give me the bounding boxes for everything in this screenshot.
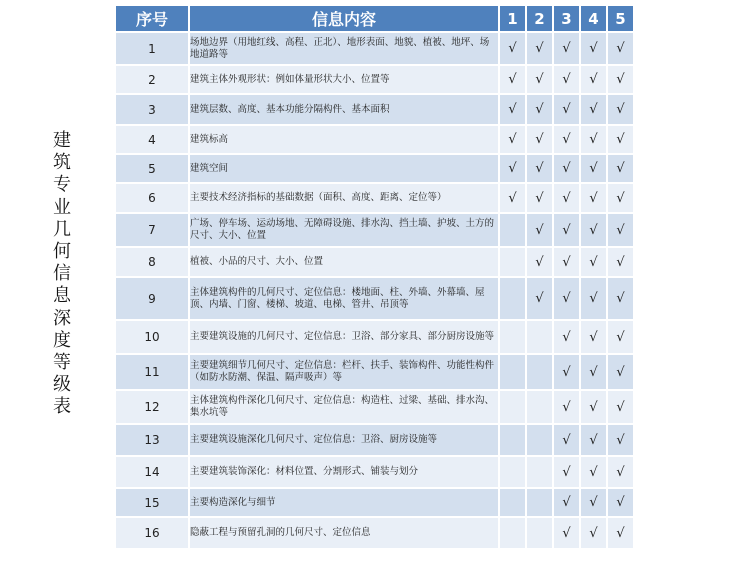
- table-row: [116, 155, 633, 182]
- level-1-check: √: [500, 155, 525, 182]
- level-3-check: √: [554, 155, 579, 182]
- level-2-check: √: [527, 214, 552, 246]
- level-1-check: [500, 425, 525, 455]
- level-3-check: √: [554, 95, 579, 124]
- level-5-check: √: [608, 278, 633, 319]
- level-1-check: √: [500, 184, 525, 212]
- level-1-check: [500, 278, 525, 319]
- table-row: [116, 457, 633, 487]
- table-row: [116, 248, 633, 276]
- level-4-check: √: [581, 457, 606, 487]
- row-info: 场地边界（用地红线、高程、正北）、地形表面、地貌、植被、地坪、场地道路等: [190, 33, 498, 64]
- level-5-check: √: [608, 518, 633, 548]
- header-info: 信息内容: [190, 6, 498, 31]
- level-5-check: √: [608, 126, 633, 153]
- row-info: 建筑标高: [190, 126, 498, 153]
- level-3-check: √: [554, 66, 579, 93]
- row-info: 建筑主体外观形状：例如体量形状大小、位置等: [190, 66, 498, 93]
- level-1-check: [500, 214, 525, 246]
- level-5-check: √: [608, 66, 633, 93]
- level-2-check: √: [527, 66, 552, 93]
- row-info: 建筑空间: [190, 155, 498, 182]
- table-row: [116, 95, 633, 124]
- level-4-check: √: [581, 66, 606, 93]
- level-5-check: √: [608, 489, 633, 516]
- header-level-2: 2: [527, 6, 552, 31]
- level-5-check: √: [608, 214, 633, 246]
- level-4-check: √: [581, 518, 606, 548]
- level-3-check: √: [554, 214, 579, 246]
- row-info: 植被、小品的尺寸、大小、位置: [190, 248, 498, 276]
- level-3-check: √: [554, 391, 579, 423]
- table-row: [116, 278, 633, 319]
- level-1-check: [500, 321, 525, 353]
- table-row: [116, 214, 633, 246]
- table-row: [116, 355, 633, 389]
- row-info: 主体建筑构件深化几何尺寸、定位信息：构造柱、过梁、基础、排水沟、集水坑等: [190, 391, 498, 423]
- level-3-check: √: [554, 33, 579, 64]
- level-1-check: √: [500, 66, 525, 93]
- row-seq: 3: [116, 95, 188, 124]
- level-1-check: [500, 355, 525, 389]
- header-level-5: 5: [608, 6, 633, 31]
- row-seq: 1: [116, 33, 188, 64]
- level-2-check: [527, 321, 552, 353]
- table-row: [116, 518, 633, 548]
- table-row: [116, 66, 633, 93]
- row-info: 主要技术经济指标的基础数据（面积、高度、距离、定位等）: [190, 184, 498, 212]
- level-1-check: [500, 518, 525, 548]
- header-level-4: 4: [581, 6, 606, 31]
- row-info: 主要建筑细节几何尺寸、定位信息：栏杆、扶手、装饰构件、功能性构件（如防水防潮、保温、隔声吸声）等: [190, 355, 498, 389]
- geometry-info-depth-table: [114, 4, 635, 550]
- level-5-check: √: [608, 391, 633, 423]
- row-seq: 12: [116, 391, 188, 423]
- side-title: 建 筑 专 业 几 何 信 息 深 度 等 级 表: [53, 130, 71, 418]
- header-seq: 序号: [116, 6, 188, 31]
- level-3-check: √: [554, 321, 579, 353]
- row-info: 广场、停车场、运动场地、无障碍设施、排水沟、挡土墙、护坡、土方的尺寸、大小、位置: [190, 214, 498, 246]
- level-2-check: √: [527, 33, 552, 64]
- level-5-check: √: [608, 95, 633, 124]
- row-info: 建筑层数、高度、基本功能分隔构件、基本面积: [190, 95, 498, 124]
- level-4-check: √: [581, 95, 606, 124]
- level-3-check: √: [554, 278, 579, 319]
- level-2-check: [527, 518, 552, 548]
- level-1-check: √: [500, 95, 525, 124]
- level-4-check: √: [581, 489, 606, 516]
- table-row: [116, 126, 633, 153]
- row-info: 主要建筑设施深化几何尺寸、定位信息：卫浴、厨房设施等: [190, 425, 498, 455]
- row-seq: 14: [116, 457, 188, 487]
- row-seq: 5: [116, 155, 188, 182]
- header-level-1: 1: [500, 6, 525, 31]
- table-row: [116, 489, 633, 516]
- level-3-check: √: [554, 248, 579, 276]
- row-seq: 15: [116, 489, 188, 516]
- level-4-check: √: [581, 126, 606, 153]
- level-2-check: √: [527, 184, 552, 212]
- level-4-check: √: [581, 391, 606, 423]
- level-5-check: √: [608, 425, 633, 455]
- level-3-check: √: [554, 518, 579, 548]
- level-3-check: √: [554, 489, 579, 516]
- level-1-check: √: [500, 33, 525, 64]
- level-4-check: √: [581, 355, 606, 389]
- level-4-check: √: [581, 184, 606, 212]
- level-2-check: [527, 355, 552, 389]
- row-seq: 13: [116, 425, 188, 455]
- table-body: [116, 33, 633, 548]
- header-level-3: 3: [554, 6, 579, 31]
- level-3-check: √: [554, 184, 579, 212]
- table-row: [116, 184, 633, 212]
- level-5-check: √: [608, 355, 633, 389]
- row-seq: 8: [116, 248, 188, 276]
- header-row: [116, 6, 633, 31]
- level-4-check: √: [581, 33, 606, 64]
- level-2-check: [527, 391, 552, 423]
- level-5-check: √: [608, 155, 633, 182]
- table-row: [116, 425, 633, 455]
- level-4-check: √: [581, 214, 606, 246]
- level-2-check: [527, 457, 552, 487]
- level-5-check: √: [608, 248, 633, 276]
- row-seq: 11: [116, 355, 188, 389]
- level-1-check: [500, 248, 525, 276]
- level-4-check: √: [581, 425, 606, 455]
- level-1-check: √: [500, 126, 525, 153]
- row-info: 隐蔽工程与预留孔洞的几何尺寸、定位信息: [190, 518, 498, 548]
- level-3-check: √: [554, 126, 579, 153]
- level-2-check: [527, 489, 552, 516]
- row-seq: 2: [116, 66, 188, 93]
- level-5-check: √: [608, 457, 633, 487]
- level-2-check: [527, 425, 552, 455]
- level-5-check: √: [608, 321, 633, 353]
- level-3-check: √: [554, 425, 579, 455]
- level-2-check: √: [527, 278, 552, 319]
- level-3-check: √: [554, 355, 579, 389]
- table-row: [116, 391, 633, 423]
- table-row: [116, 321, 633, 353]
- level-3-check: √: [554, 457, 579, 487]
- row-seq: 10: [116, 321, 188, 353]
- level-1-check: [500, 391, 525, 423]
- level-1-check: [500, 489, 525, 516]
- table-row: [116, 33, 633, 64]
- row-info: 主要构造深化与细节: [190, 489, 498, 516]
- row-seq: 9: [116, 278, 188, 319]
- level-2-check: √: [527, 95, 552, 124]
- row-seq: 7: [116, 214, 188, 246]
- level-5-check: √: [608, 33, 633, 64]
- row-seq: 4: [116, 126, 188, 153]
- level-2-check: √: [527, 248, 552, 276]
- level-4-check: √: [581, 321, 606, 353]
- level-2-check: √: [527, 126, 552, 153]
- row-seq: 16: [116, 518, 188, 548]
- level-1-check: [500, 457, 525, 487]
- row-info: 主体建筑构件的几何尺寸、定位信息：楼地面、柱、外墙、外幕墙、屋顶、内墙、门窗、楼梯、坡道、电梯、管井、吊顶等: [190, 278, 498, 319]
- row-info: 主要建筑设施的几何尺寸、定位信息：卫浴、部分家具、部分厨房设施等: [190, 321, 498, 353]
- row-seq: 6: [116, 184, 188, 212]
- level-5-check: √: [608, 184, 633, 212]
- level-4-check: √: [581, 155, 606, 182]
- row-info: 主要建筑装饰深化：材料位置、分割形式、铺装与划分: [190, 457, 498, 487]
- level-2-check: √: [527, 155, 552, 182]
- level-4-check: √: [581, 278, 606, 319]
- level-4-check: √: [581, 248, 606, 276]
